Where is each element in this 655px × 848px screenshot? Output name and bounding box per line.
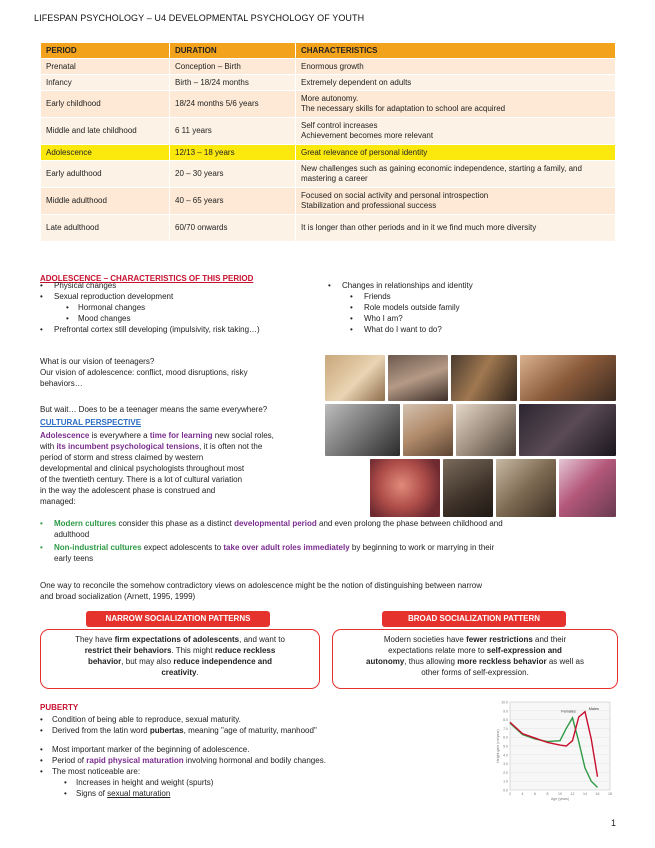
y-tick-label: 8.0 [503, 718, 508, 723]
photo-teen-3 [451, 355, 517, 401]
broad-socialization-box: Modern societies have fewer restrictions and their expectations relate more to self-expression and autonomy, thus allowing more reckless behavior as well as other forms of self-expression. [332, 629, 618, 689]
x-tick-label: 10 [558, 792, 562, 796]
table-cell-char: Great relevance of personal identity [296, 145, 616, 161]
photo-teen-2 [388, 355, 448, 401]
adolescence-left-list: • Physical changes • Sexual reproduction development • Hormonal changes • Mood changes • Prefrontal cortex still developing (impulsivity, risk taking…) [40, 281, 260, 334]
table-row [41, 59, 616, 75]
vision-paragraph: What is our vision of teenagers? Our vision of adolescence: conflict, mood disruptions, risky behaviors… [40, 357, 248, 388]
y-tick-label: 7.0 [503, 726, 508, 731]
table-cell-char: Self control increases Achievement becomes more relevant [296, 118, 616, 145]
table-row [41, 161, 616, 188]
table-cell-char: Extremely dependent on adults [296, 75, 616, 91]
table-cell-duration: 6 11 years [170, 118, 296, 145]
list-item: Hormonal changes [78, 303, 146, 312]
narrow-socialization-box: They have firm expectations of adolescents, and want to restrict their behaviors. This might reduce reckless behavior, but may also reduce independence and creativity. [40, 629, 320, 689]
table-cell-duration: 60/70 onwards [170, 215, 296, 242]
x-tick-label: 4 [521, 792, 524, 796]
photo-culture-3 [559, 459, 616, 517]
photo-teen-1 [325, 355, 385, 401]
vision-question: But wait… Does to be a teenager means the same everywhere? [40, 405, 268, 414]
x-tick-label: 2 [509, 792, 511, 796]
x-tick-label: 6 [534, 792, 536, 796]
y-tick-label: 1.0 [503, 779, 508, 784]
photo-culture-1 [443, 459, 493, 517]
table-cell-duration: Conception – Birth [170, 59, 296, 75]
legend-label: Females [561, 709, 576, 714]
photo-teen-4 [520, 355, 616, 401]
list-item: Prefrontal cortex still developing (impulsivity, risk taking…) [54, 325, 260, 334]
x-tick-label: 16 [595, 792, 600, 796]
cultures-list: • Modern cultures consider this phase as a distinct developmental period and even prolong the phase between childhood and adulthood • Non-industrial cultures expect adolescents to take over adult roles immediately by beginning to work or marrying in their early teens [40, 519, 503, 563]
y-tick-label: 0.0 [503, 788, 508, 793]
table-cell-period: Late adulthood [41, 215, 170, 242]
y-tick-label: 3.0 [503, 762, 508, 767]
photo-teen-7 [519, 404, 616, 456]
table-row [41, 145, 616, 161]
puberty-list: • Condition of being able to reproduce, sexual maturity. • Derived from the latin word pubertas, meaning "age of maturity, manhood" • Most important marker of the beginning of adolescence. • Period of rapid physical maturation involving hormonal and bodily changes. • The most noticeable are: • Increases in height and weight (spurts) • Signs of sexual maturation [40, 715, 326, 798]
table-cell-char: It is longer than other periods and in it we find much more diversity [296, 215, 616, 242]
x-tick-label: 18 [608, 792, 612, 796]
table-cell-char: Focused on social activity and personal introspection Stabilization and professional success [296, 188, 616, 215]
table-cell-duration: 20 – 30 years [170, 161, 296, 188]
list-item: Mood changes [78, 314, 131, 323]
height-velocity-chart [494, 696, 616, 806]
table-cell-period: Adolescence [41, 145, 170, 161]
puberty-heading: PUBERTY [40, 703, 79, 712]
x-axis-label: Age (years) [550, 797, 570, 801]
cultural-paragraph: Adolescence is everywhere a time for learning new social roles, with its incumbent psychological tensions, it is often not the period of storm and stress claimed by western developmental and clinical psychologists throughout most of the twentieth century. There is a lot of cultural variation in the way the adolescent phase is construed and managed: [40, 431, 274, 506]
y-tick-label: 5.0 [503, 744, 508, 749]
y-tick-label: 4.0 [503, 753, 508, 758]
adolescence-heading: ADOLESCENCE – CHARACTERISTICS OF THIS PERIOD [40, 274, 254, 283]
y-tick-label: 9.0 [503, 709, 508, 714]
y-tick-label: 10.0 [501, 700, 508, 705]
table-row [41, 91, 616, 118]
reconcile-paragraph: One way to reconcile the somehow contradictory views on adolescence might be the notion of distinguishing between narrow and broad socialization (Arnett, 1995, 1999) [40, 581, 483, 601]
table-row [41, 188, 616, 215]
col-header-period: PERIOD [41, 43, 170, 59]
table-cell-period: Middle adulthood [41, 188, 170, 215]
y-tick-label: 2.0 [503, 770, 508, 775]
table-cell-period: Middle and late childhood [41, 118, 170, 145]
col-header-duration: DURATION [170, 43, 296, 59]
photo-onions [370, 459, 440, 517]
table-cell-duration: 12/13 – 18 years [170, 145, 296, 161]
table-cell-char: Enormous growth [296, 59, 616, 75]
photo-culture-2 [496, 459, 556, 517]
table-cell-period: Early childhood [41, 91, 170, 118]
table-cell-period: Infancy [41, 75, 170, 91]
list-item: Role models outside family [364, 303, 460, 312]
list-item: What do I want to do? [364, 325, 442, 334]
table-row [41, 118, 616, 145]
narrow-socialization-label: NARROW SOCIALIZATION PATTERNS [86, 611, 270, 627]
table-cell-char: New challenges such as gaining economic independence, starting a family, and mastering a career [296, 161, 616, 188]
y-tick-label: 6.0 [503, 735, 508, 740]
x-tick-label: 12 [570, 792, 575, 796]
col-header-characteristics: CHARACTERISTICS [296, 43, 616, 59]
document-header: LIFESPAN PSYCHOLOGY – U4 DEVELOPMENTAL PSYCHOLOGY OF YOUTH [34, 13, 365, 23]
photo-teen-5 [403, 404, 453, 456]
table-cell-duration: Birth – 18/24 months [170, 75, 296, 91]
cultural-heading: CULTURAL PERSPECTIVE [40, 418, 142, 427]
table-row [41, 75, 616, 91]
list-item: Who I am? [364, 314, 403, 323]
table-cell-char: More autonomy. The necessary skills for adaptation to school are acquired [296, 91, 616, 118]
y-axis-label: Height gain (cm/year) [496, 729, 500, 763]
table-row [41, 215, 616, 242]
photo-teen-6 [456, 404, 516, 456]
table-cell-period: Early adulthood [41, 161, 170, 188]
table-cell-duration: 40 – 65 years [170, 188, 296, 215]
list-item: Physical changes [54, 281, 117, 290]
adolescence-right-list: • Changes in relationships and identity • Friends • Role models outside family • Who I am? • What do I want to do? [328, 281, 473, 334]
table-cell-period: Prenatal [41, 59, 170, 75]
broad-socialization-label: BROAD SOCIALIZATION PATTERN [382, 611, 566, 627]
page-number: 1 [611, 818, 617, 828]
list-item: Friends [364, 292, 391, 301]
x-tick-label: 8 [546, 792, 549, 796]
list-item: Sexual reproduction development [54, 292, 174, 301]
table-cell-duration: 18/24 months 5/6 years [170, 91, 296, 118]
list-item: Changes in relationships and identity [342, 281, 473, 290]
lifespan-table [40, 42, 616, 242]
x-tick-label: 14 [583, 792, 587, 796]
legend-label: Males [588, 706, 599, 711]
